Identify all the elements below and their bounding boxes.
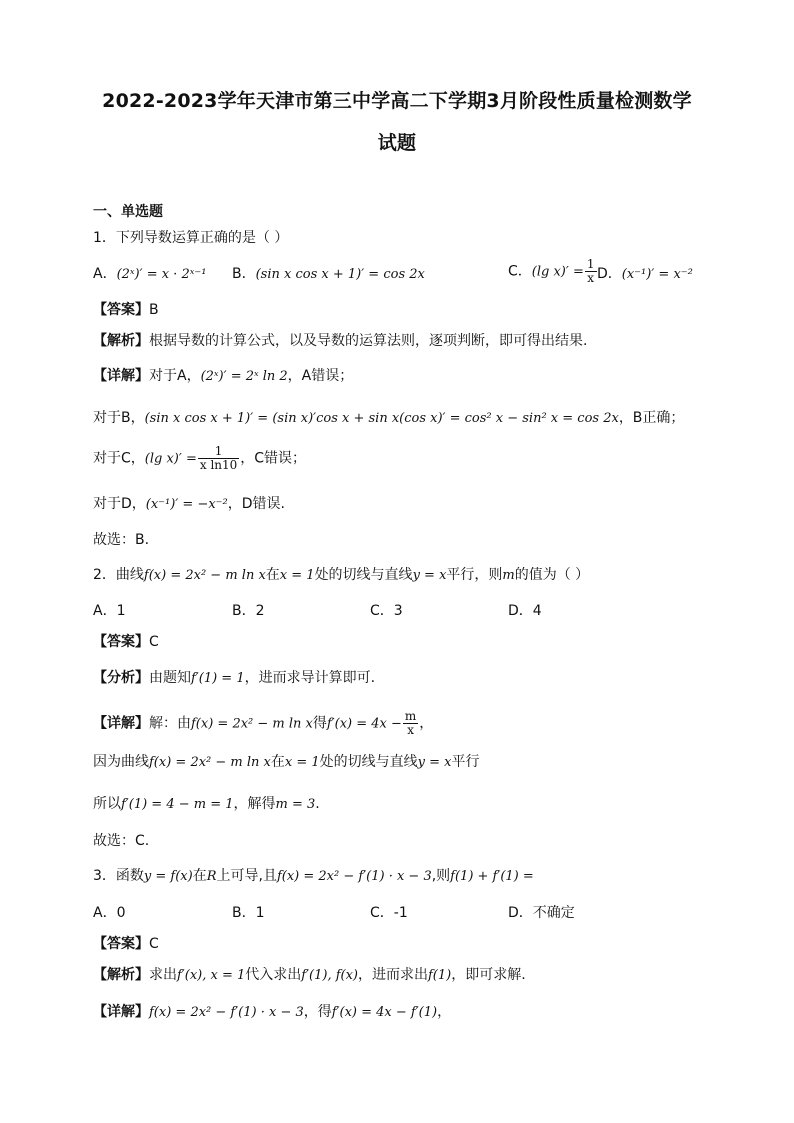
q2-option-c: C．3 [370,603,403,619]
q3-answer: 【答案】C [93,936,159,952]
q3-detail: 【详解】f(x) = 2x² − f′(1) · x − 3，得f′(x) = 4x − f′(1)， [93,1004,452,1020]
q1-option-d: D．(x⁻¹)′ = x⁻² [597,266,693,282]
q1-option-d-math: (x⁻¹)′ = x⁻² [621,267,693,282]
doc-title-line1: 2022-2023学年天津市第三中学高二下学期3月阶段性质量检测数学 [102,90,692,112]
q2-option-a: A．1 [93,603,126,619]
q1-detail-c-fraction: $\frac{1}{\text{x ln10}}$ [199,444,238,472]
q1-detail-d: 对于D，(x⁻¹)′ = −x⁻²，D错误. [93,496,285,512]
q2-option-d: D．4 [508,603,542,619]
q1-option-a: A．(2ˣ)′ = x · 2ˣ⁻¹ [93,266,207,282]
section-heading: 一、单选题 [93,204,163,220]
q1-detail-b: 对于B，(sin x cos x + 1)′ = (sin x)′cos x + sin x(cos x)′ = cos² x − sin² x = cos 2x，B正确； [93,410,685,426]
q3-stem: 3．函数y = f(x)在R上可导,且f(x) = 2x² − f′(1) · x − 3,则f(1) + f′(1) = [93,868,534,884]
q1-option-c: C．(lg x)′ = $\frac{1}{x}$ [508,257,595,285]
q2-detail-1-fraction: $\frac{m}{x}$ [404,709,417,737]
doc-title-line2: 试题 [377,132,417,154]
q1-option-b-math: (sin x cos x + 1)′ = cos 2x [255,267,425,282]
q2-detail-2: 因为曲线f(x) = 2x² − m ln x在x = 1处的切线与直线y = x平行 [93,754,480,770]
q1-option-b: B．(sin x cos x + 1)′ = cos 2x [232,266,425,282]
q1-detail-a: 【详解】对于A，(2ˣ)′ = 2ˣ ln 2，A错误； [93,368,354,384]
q1-option-a-math: (2ˣ)′ = x · 2ˣ⁻¹ [116,267,207,282]
q2-analysis: 【分析】由题知f′(1) = 1，进而求导计算即可. [93,670,376,686]
q1-option-c-fraction: $\frac{1}{x}$ [586,257,595,285]
q3-option-b: B．1 [232,905,265,921]
q3-analysis: 【解析】求出f′(x), x = 1代入求出f′(1), f(x)，进而求出f(1)，即可求解. [93,967,526,983]
q1-analysis: 【解析】根据导数的计算公式，以及导数的运算法则，逐项判断，即可得出结果. [93,333,588,349]
q2-detail-3: 所以f′(1) = 4 − m = 1，解得m = 3. [93,796,320,812]
q2-option-b: B．2 [232,603,265,619]
q2-stem: 2．曲线f(x) = 2x² − m ln x在x = 1处的切线与直线y = x平行，则m的值为（ ） [93,567,590,583]
q1-answer: 【答案】B [93,302,159,318]
q1-conclusion: 故选：B. [93,532,150,548]
q3-option-a: A．0 [93,905,126,921]
q2-answer: 【答案】C [93,634,159,650]
q2-detail-1: 【详解】解：由f(x) = 2x² − m ln x得f′(x) = 4x − $\frac{m}{x}$ ， [93,709,434,737]
q1-stem: 1．下列导数运算正确的是（ ） [93,230,289,246]
q2-conclusion: 故选：C. [93,833,150,849]
q1-detail-c: 对于C，(lg x)′ = $\frac{1}{\text{x ln10}}$ ，C错误； [93,444,307,472]
q3-option-d: D．不确定 [508,905,575,921]
q3-option-c: C．-1 [370,905,408,921]
